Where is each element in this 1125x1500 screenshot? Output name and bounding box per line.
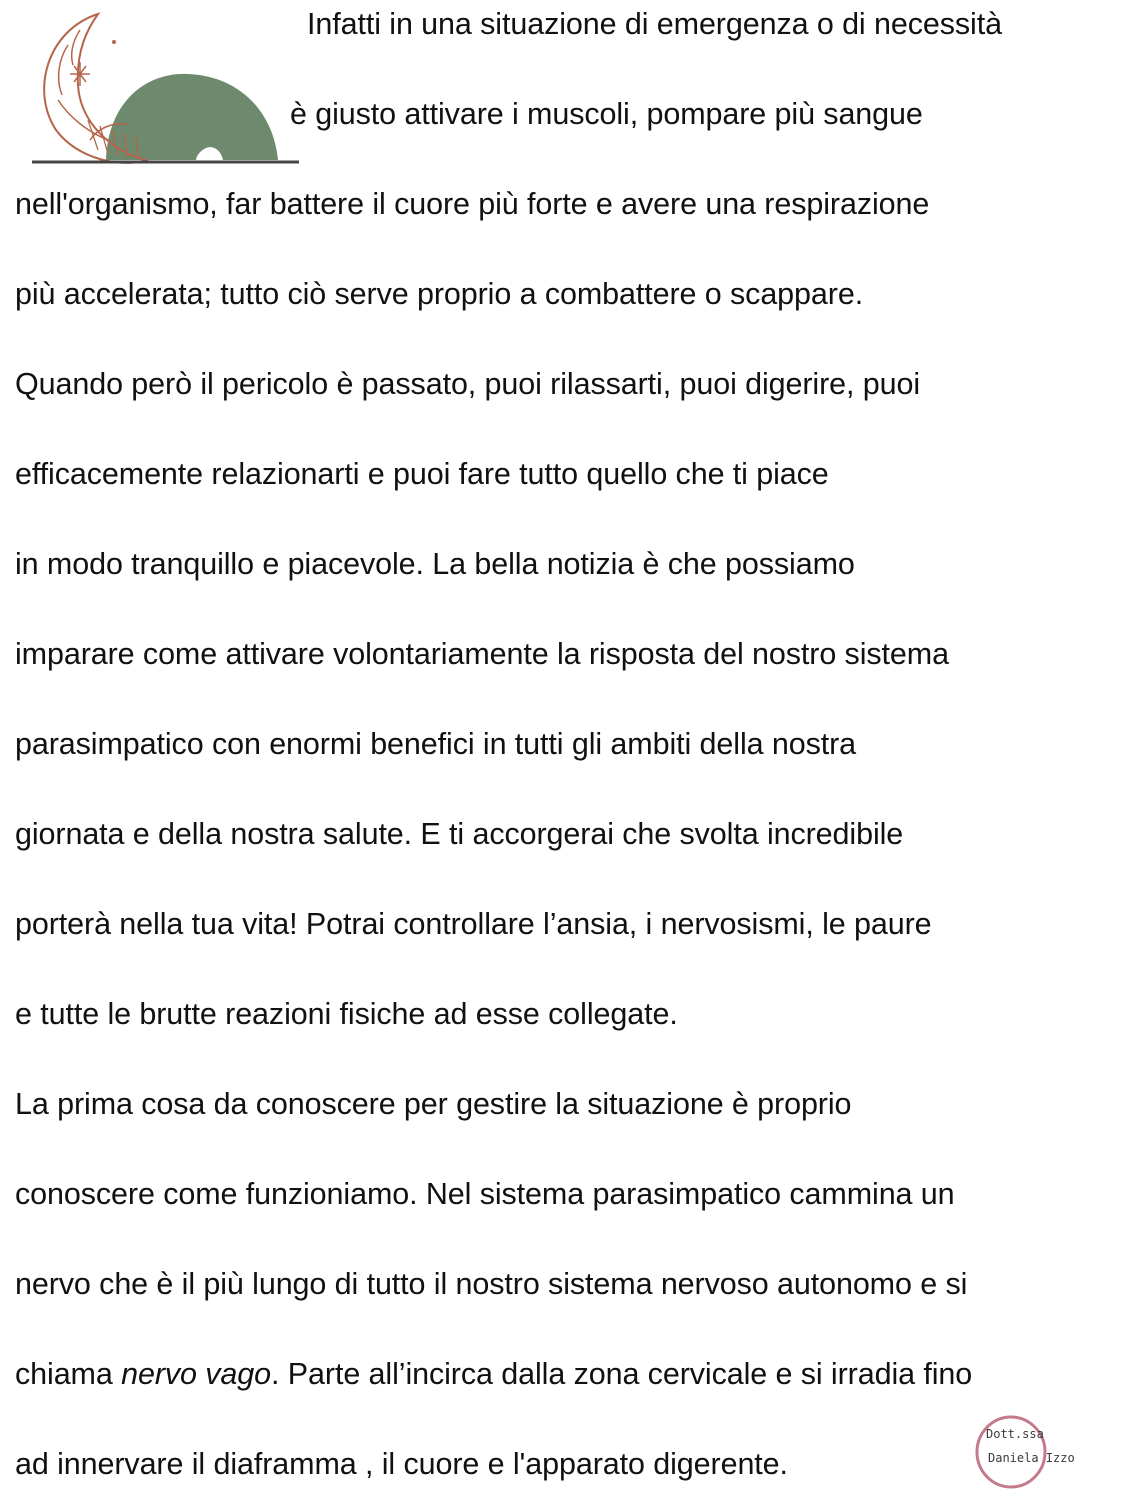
- small-star-dot: [112, 40, 116, 44]
- text-line-15: nervo che è il più lungo di tutto il nostro sistema nervoso autonomo e si: [15, 1267, 968, 1301]
- moon-hill-logo: [28, 0, 303, 168]
- text-line-11: porterà nella tua vita! Potrai controllare l’ansia, i nervosismi, le paure: [15, 907, 932, 941]
- text-line-3: nell'organismo, far battere il cuore più forte e avere una respirazione: [15, 187, 930, 221]
- text-line-1: Infatti in una situazione di emergenza o di necessità: [307, 7, 1002, 41]
- text-line-14: conoscere come funzioniamo. Nel sistema parasimpatico cammina un: [15, 1177, 955, 1211]
- text-line-5: Quando però il pericolo è passato, puoi rilassarti, puoi digerire, puoi: [15, 367, 921, 401]
- text-line-16-start: chiama: [15, 1357, 122, 1391]
- text-line-17: ad innervare il diaframma , il cuore e l'apparato digerente.: [15, 1447, 788, 1481]
- text-line-16-end: . Parte all’incirca dalla zona cervicale e si irradia fino: [271, 1357, 973, 1391]
- text-line-13: La prima cosa da conoscere per gestire la situazione è proprio: [15, 1087, 852, 1121]
- text-line-8: imparare come attivare volontariamente la risposta del nostro sistema: [15, 637, 949, 671]
- text-line-12: e tutte le brutte reazioni fisiche ad esse collegate.: [15, 997, 678, 1031]
- text-line-10: giornata e della nostra salute. E ti accorgerai che svolta incredibile: [15, 817, 904, 851]
- text-line-16: [15, 1356, 972, 1392]
- text-line-9: parasimpatico con enormi benefici in tutti gli ambiti della nostra: [15, 727, 857, 761]
- text-line-6: efficacemente relazionarti e puoi fare tutto quello che ti piace: [15, 457, 829, 491]
- text-line-2: è giusto attivare i muscoli, pompare più sangue: [290, 97, 923, 131]
- green-hill-shape: [106, 74, 278, 160]
- nervo-vago-term: nervo vago: [121, 1357, 272, 1391]
- moon-leaf-ornament: [58, 30, 128, 140]
- text-line-7: in modo tranquillo e piacevole. La bella notizia è che possiamo: [15, 547, 855, 581]
- signature-title: Dott.ssa: [986, 1427, 1044, 1441]
- signature-name: Daniela Izzo: [988, 1451, 1075, 1465]
- signature-stamp: [973, 1413, 1077, 1491]
- star-icon: [70, 62, 90, 86]
- text-line-4: più accelerata; tutto ciò serve proprio a combattere o scappare.: [15, 277, 864, 311]
